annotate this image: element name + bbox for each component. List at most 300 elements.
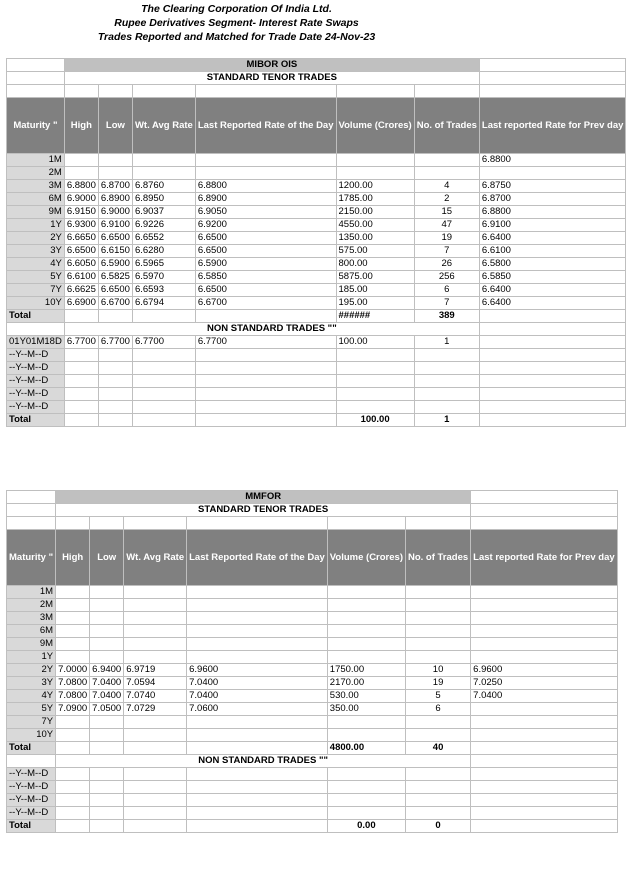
value-cell[interactable] bbox=[195, 388, 336, 401]
value-cell[interactable] bbox=[132, 362, 195, 375]
column-header[interactable]: Volume (Crores) bbox=[327, 530, 405, 586]
column-header[interactable]: Low bbox=[90, 530, 124, 586]
value-cell[interactable]: 6.8800 bbox=[195, 180, 336, 193]
maturity-cell[interactable]: 1Y bbox=[7, 651, 56, 664]
column-header[interactable]: Wt. Avg Rate bbox=[124, 530, 187, 586]
value-cell[interactable]: 7.0800 bbox=[56, 690, 90, 703]
value-cell[interactable] bbox=[64, 362, 98, 375]
value-cell[interactable]: 19 bbox=[405, 677, 470, 690]
maturity-cell[interactable]: 9M bbox=[7, 206, 65, 219]
column-header[interactable]: Last Reported Rate of the Day bbox=[195, 98, 336, 154]
maturity-cell[interactable]: 10Y bbox=[7, 729, 56, 742]
value-cell[interactable]: 6.9200 bbox=[195, 219, 336, 232]
total-label[interactable]: Total bbox=[7, 742, 56, 755]
maturity-cell[interactable]: 7Y bbox=[7, 284, 65, 297]
value-cell[interactable]: 6.8950 bbox=[132, 193, 195, 206]
value-cell[interactable]: 2150.00 bbox=[336, 206, 414, 219]
value-cell[interactable]: 6.5970 bbox=[132, 271, 195, 284]
value-cell[interactable]: 7.0400 bbox=[187, 690, 328, 703]
value-cell[interactable] bbox=[336, 154, 414, 167]
value-cell[interactable] bbox=[187, 586, 328, 599]
value-cell[interactable]: 6.8900 bbox=[195, 193, 336, 206]
total-volume[interactable]: 4800.00 bbox=[327, 742, 405, 755]
standard-tenor-title[interactable]: STANDARD TENOR TRADES bbox=[64, 72, 479, 85]
value-cell[interactable]: 6.6500 bbox=[98, 284, 132, 297]
value-cell[interactable] bbox=[414, 349, 479, 362]
cell[interactable] bbox=[471, 755, 618, 768]
maturity-cell[interactable]: 2Y bbox=[7, 232, 65, 245]
value-cell[interactable]: 7.0400 bbox=[90, 690, 124, 703]
value-cell[interactable]: 1 bbox=[414, 336, 479, 349]
value-cell[interactable]: 6.8700 bbox=[98, 180, 132, 193]
column-header[interactable]: High bbox=[64, 98, 98, 154]
value-cell[interactable]: 7 bbox=[414, 297, 479, 310]
value-cell[interactable]: 6.6700 bbox=[98, 297, 132, 310]
value-cell[interactable] bbox=[405, 599, 470, 612]
column-header[interactable]: No. of Trades bbox=[405, 530, 470, 586]
value-cell[interactable]: 6.7700 bbox=[195, 336, 336, 349]
value-cell[interactable] bbox=[90, 625, 124, 638]
value-cell[interactable]: 6.6700 bbox=[195, 297, 336, 310]
value-cell[interactable] bbox=[414, 388, 479, 401]
value-cell[interactable]: 1200.00 bbox=[336, 180, 414, 193]
cell[interactable] bbox=[187, 517, 328, 530]
value-cell[interactable]: 6.5825 bbox=[98, 271, 132, 284]
value-cell[interactable]: 6.5900 bbox=[98, 258, 132, 271]
value-cell[interactable] bbox=[56, 729, 90, 742]
cell[interactable] bbox=[336, 85, 414, 98]
value-cell[interactable]: 6.8900 bbox=[98, 193, 132, 206]
value-cell[interactable]: 19 bbox=[414, 232, 479, 245]
value-cell[interactable] bbox=[327, 599, 405, 612]
value-cell[interactable] bbox=[56, 638, 90, 651]
value-cell[interactable]: 6.9600 bbox=[187, 664, 328, 677]
value-cell[interactable] bbox=[124, 768, 187, 781]
column-header[interactable]: Wt. Avg Rate bbox=[132, 98, 195, 154]
value-cell[interactable] bbox=[64, 154, 98, 167]
maturity-cell[interactable]: 4Y bbox=[7, 258, 65, 271]
cell[interactable] bbox=[98, 85, 132, 98]
value-cell[interactable]: 6.8700 bbox=[479, 193, 626, 206]
value-cell[interactable]: 15 bbox=[414, 206, 479, 219]
value-cell[interactable] bbox=[187, 638, 328, 651]
maturity-cell[interactable]: 3M bbox=[7, 612, 56, 625]
value-cell[interactable] bbox=[187, 599, 328, 612]
value-cell[interactable] bbox=[187, 612, 328, 625]
value-cell[interactable] bbox=[405, 781, 470, 794]
value-cell[interactable] bbox=[56, 716, 90, 729]
value-cell[interactable]: 6 bbox=[414, 284, 479, 297]
value-cell[interactable]: 350.00 bbox=[327, 703, 405, 716]
column-header[interactable]: Last Reported Rate of the Day bbox=[187, 530, 328, 586]
value-cell[interactable] bbox=[479, 401, 626, 414]
cell[interactable] bbox=[187, 820, 328, 833]
value-cell[interactable] bbox=[405, 612, 470, 625]
maturity-cell[interactable]: 3Y bbox=[7, 245, 65, 258]
value-cell[interactable] bbox=[327, 794, 405, 807]
cell[interactable] bbox=[405, 517, 470, 530]
value-cell[interactable] bbox=[327, 807, 405, 820]
maturity-cell[interactable]: --Y--M--D bbox=[7, 781, 56, 794]
maturity-cell[interactable]: 3M bbox=[7, 180, 65, 193]
cell[interactable] bbox=[471, 820, 618, 833]
value-cell[interactable]: 6.5800 bbox=[479, 258, 626, 271]
maturity-cell[interactable]: 2M bbox=[7, 599, 56, 612]
value-cell[interactable]: 6.9100 bbox=[98, 219, 132, 232]
value-cell[interactable] bbox=[471, 716, 618, 729]
maturity-cell[interactable]: 2Y bbox=[7, 664, 56, 677]
value-cell[interactable]: 7.0600 bbox=[187, 703, 328, 716]
value-cell[interactable] bbox=[405, 716, 470, 729]
column-header[interactable]: Maturity " bbox=[7, 98, 65, 154]
value-cell[interactable] bbox=[479, 362, 626, 375]
value-cell[interactable] bbox=[90, 716, 124, 729]
value-cell[interactable] bbox=[56, 651, 90, 664]
maturity-cell[interactable]: --Y--M--D bbox=[7, 794, 56, 807]
value-cell[interactable]: 4550.00 bbox=[336, 219, 414, 232]
value-cell[interactable]: 6.8800 bbox=[64, 180, 98, 193]
value-cell[interactable] bbox=[90, 768, 124, 781]
value-cell[interactable]: 10 bbox=[405, 664, 470, 677]
value-cell[interactable] bbox=[132, 401, 195, 414]
value-cell[interactable] bbox=[471, 768, 618, 781]
value-cell[interactable]: 6 bbox=[405, 703, 470, 716]
value-cell[interactable] bbox=[98, 154, 132, 167]
column-header[interactable]: No. of Trades bbox=[414, 98, 479, 154]
value-cell[interactable] bbox=[479, 167, 626, 180]
value-cell[interactable]: 6.5850 bbox=[479, 271, 626, 284]
value-cell[interactable] bbox=[132, 375, 195, 388]
value-cell[interactable] bbox=[336, 362, 414, 375]
value-cell[interactable] bbox=[405, 794, 470, 807]
value-cell[interactable] bbox=[64, 349, 98, 362]
cell[interactable] bbox=[124, 742, 187, 755]
value-cell[interactable] bbox=[414, 362, 479, 375]
cell[interactable] bbox=[56, 820, 90, 833]
nonstandard-total-volume[interactable]: 100.00 bbox=[336, 414, 414, 427]
value-cell[interactable]: 6.9226 bbox=[132, 219, 195, 232]
value-cell[interactable]: 6.6150 bbox=[98, 245, 132, 258]
value-cell[interactable] bbox=[124, 612, 187, 625]
value-cell[interactable] bbox=[405, 651, 470, 664]
value-cell[interactable] bbox=[327, 729, 405, 742]
value-cell[interactable] bbox=[132, 349, 195, 362]
value-cell[interactable] bbox=[90, 794, 124, 807]
value-cell[interactable]: 7.0250 bbox=[471, 677, 618, 690]
value-cell[interactable]: 6.6100 bbox=[64, 271, 98, 284]
value-cell[interactable] bbox=[56, 599, 90, 612]
value-cell[interactable] bbox=[64, 388, 98, 401]
value-cell[interactable]: 530.00 bbox=[327, 690, 405, 703]
value-cell[interactable] bbox=[405, 807, 470, 820]
value-cell[interactable]: 6.9050 bbox=[195, 206, 336, 219]
value-cell[interactable]: 6.6500 bbox=[195, 245, 336, 258]
total-trades[interactable]: 40 bbox=[405, 742, 470, 755]
maturity-cell[interactable]: --Y--M--D bbox=[7, 349, 65, 362]
value-cell[interactable] bbox=[471, 625, 618, 638]
value-cell[interactable]: 6.6625 bbox=[64, 284, 98, 297]
value-cell[interactable]: 1350.00 bbox=[336, 232, 414, 245]
value-cell[interactable] bbox=[90, 612, 124, 625]
value-cell[interactable]: 6.5965 bbox=[132, 258, 195, 271]
value-cell[interactable] bbox=[414, 167, 479, 180]
value-cell[interactable]: 6.7700 bbox=[98, 336, 132, 349]
value-cell[interactable] bbox=[98, 375, 132, 388]
total-volume[interactable]: ###### bbox=[336, 310, 414, 323]
cell[interactable] bbox=[479, 72, 626, 85]
value-cell[interactable] bbox=[90, 729, 124, 742]
value-cell[interactable]: 6.9600 bbox=[471, 664, 618, 677]
value-cell[interactable] bbox=[90, 807, 124, 820]
maturity-cell[interactable]: 1M bbox=[7, 154, 65, 167]
value-cell[interactable] bbox=[195, 349, 336, 362]
maturity-cell[interactable]: 3Y bbox=[7, 677, 56, 690]
cell[interactable] bbox=[132, 85, 195, 98]
value-cell[interactable]: 6.7700 bbox=[132, 336, 195, 349]
value-cell[interactable] bbox=[90, 651, 124, 664]
column-header[interactable]: High bbox=[56, 530, 90, 586]
cell[interactable] bbox=[7, 491, 56, 504]
value-cell[interactable]: 6.8750 bbox=[479, 180, 626, 193]
value-cell[interactable]: 6.6400 bbox=[479, 284, 626, 297]
mmfor-section-title[interactable]: MMFOR bbox=[56, 491, 471, 504]
value-cell[interactable] bbox=[327, 716, 405, 729]
standard-tenor-title[interactable]: STANDARD TENOR TRADES bbox=[56, 504, 471, 517]
maturity-cell[interactable]: 10Y bbox=[7, 297, 65, 310]
cell[interactable] bbox=[471, 517, 618, 530]
value-cell[interactable]: 7.0400 bbox=[90, 677, 124, 690]
value-cell[interactable]: 7.0900 bbox=[56, 703, 90, 716]
value-cell[interactable] bbox=[195, 375, 336, 388]
value-cell[interactable] bbox=[187, 794, 328, 807]
nonstandard-trades-title[interactable]: NON STANDARD TRADES "" bbox=[56, 755, 471, 768]
cell[interactable] bbox=[7, 517, 56, 530]
value-cell[interactable] bbox=[187, 651, 328, 664]
value-cell[interactable] bbox=[471, 586, 618, 599]
value-cell[interactable]: 800.00 bbox=[336, 258, 414, 271]
value-cell[interactable] bbox=[64, 167, 98, 180]
nonstandard-total-volume[interactable]: 0.00 bbox=[327, 820, 405, 833]
value-cell[interactable]: 6.6500 bbox=[195, 284, 336, 297]
cell[interactable] bbox=[471, 742, 618, 755]
value-cell[interactable]: 6.7700 bbox=[64, 336, 98, 349]
cell[interactable] bbox=[195, 85, 336, 98]
maturity-cell[interactable]: 4Y bbox=[7, 690, 56, 703]
value-cell[interactable]: 6.9719 bbox=[124, 664, 187, 677]
value-cell[interactable]: 2 bbox=[414, 193, 479, 206]
cell[interactable] bbox=[124, 820, 187, 833]
nonstandard-trades-title[interactable]: NON STANDARD TRADES "" bbox=[64, 323, 479, 336]
cell[interactable] bbox=[471, 491, 618, 504]
value-cell[interactable] bbox=[414, 154, 479, 167]
value-cell[interactable] bbox=[132, 167, 195, 180]
value-cell[interactable]: 6.8760 bbox=[132, 180, 195, 193]
cell[interactable] bbox=[64, 414, 98, 427]
value-cell[interactable] bbox=[336, 388, 414, 401]
cell[interactable] bbox=[7, 755, 56, 768]
value-cell[interactable]: 6.9400 bbox=[90, 664, 124, 677]
value-cell[interactable]: 6.6500 bbox=[195, 232, 336, 245]
value-cell[interactable] bbox=[327, 638, 405, 651]
maturity-cell[interactable]: --Y--M--D bbox=[7, 401, 65, 414]
value-cell[interactable] bbox=[187, 807, 328, 820]
value-cell[interactable] bbox=[195, 401, 336, 414]
value-cell[interactable] bbox=[124, 651, 187, 664]
value-cell[interactable] bbox=[90, 638, 124, 651]
value-cell[interactable] bbox=[98, 349, 132, 362]
value-cell[interactable]: 6.9300 bbox=[64, 219, 98, 232]
value-cell[interactable] bbox=[98, 362, 132, 375]
value-cell[interactable]: 1750.00 bbox=[327, 664, 405, 677]
value-cell[interactable] bbox=[187, 729, 328, 742]
value-cell[interactable] bbox=[124, 716, 187, 729]
cell[interactable] bbox=[327, 517, 405, 530]
value-cell[interactable]: 4 bbox=[414, 180, 479, 193]
cell[interactable] bbox=[479, 85, 626, 98]
maturity-cell[interactable]: 01Y01M18D bbox=[7, 336, 65, 349]
value-cell[interactable] bbox=[187, 781, 328, 794]
value-cell[interactable] bbox=[64, 375, 98, 388]
cell[interactable] bbox=[90, 742, 124, 755]
maturity-cell[interactable]: 1Y bbox=[7, 219, 65, 232]
value-cell[interactable] bbox=[56, 586, 90, 599]
cell[interactable] bbox=[90, 517, 124, 530]
value-cell[interactable]: 6.6552 bbox=[132, 232, 195, 245]
maturity-cell[interactable]: 1M bbox=[7, 586, 56, 599]
value-cell[interactable] bbox=[124, 729, 187, 742]
value-cell[interactable] bbox=[195, 167, 336, 180]
maturity-cell[interactable]: --Y--M--D bbox=[7, 807, 56, 820]
total-label[interactable]: Total bbox=[7, 310, 65, 323]
value-cell[interactable]: 6.6400 bbox=[479, 232, 626, 245]
value-cell[interactable] bbox=[479, 388, 626, 401]
value-cell[interactable] bbox=[471, 703, 618, 716]
value-cell[interactable]: 6.8800 bbox=[479, 154, 626, 167]
nonstandard-total-trades[interactable]: 1 bbox=[414, 414, 479, 427]
cell[interactable] bbox=[479, 414, 626, 427]
value-cell[interactable]: 6.9100 bbox=[479, 219, 626, 232]
value-cell[interactable] bbox=[414, 401, 479, 414]
value-cell[interactable] bbox=[90, 586, 124, 599]
value-cell[interactable]: 6.8800 bbox=[479, 206, 626, 219]
value-cell[interactable] bbox=[56, 794, 90, 807]
value-cell[interactable] bbox=[336, 375, 414, 388]
value-cell[interactable]: 6.6900 bbox=[64, 297, 98, 310]
maturity-cell[interactable]: --Y--M--D bbox=[7, 375, 65, 388]
value-cell[interactable] bbox=[405, 625, 470, 638]
value-cell[interactable]: 6.9037 bbox=[132, 206, 195, 219]
maturity-cell[interactable]: 6M bbox=[7, 193, 65, 206]
value-cell[interactable] bbox=[56, 625, 90, 638]
maturity-cell[interactable]: --Y--M--D bbox=[7, 362, 65, 375]
value-cell[interactable] bbox=[56, 807, 90, 820]
value-cell[interactable] bbox=[56, 781, 90, 794]
value-cell[interactable]: 6.6280 bbox=[132, 245, 195, 258]
cell[interactable] bbox=[98, 414, 132, 427]
cell[interactable] bbox=[7, 85, 65, 98]
cell[interactable] bbox=[7, 323, 65, 336]
maturity-cell[interactable]: 7Y bbox=[7, 716, 56, 729]
value-cell[interactable] bbox=[471, 651, 618, 664]
cell[interactable] bbox=[98, 310, 132, 323]
value-cell[interactable]: 7.0400 bbox=[187, 677, 328, 690]
value-cell[interactable] bbox=[405, 768, 470, 781]
value-cell[interactable] bbox=[336, 349, 414, 362]
maturity-cell[interactable]: 9M bbox=[7, 638, 56, 651]
cell[interactable] bbox=[7, 72, 65, 85]
maturity-cell[interactable]: 5Y bbox=[7, 271, 65, 284]
value-cell[interactable] bbox=[479, 349, 626, 362]
value-cell[interactable]: 185.00 bbox=[336, 284, 414, 297]
cell[interactable] bbox=[7, 59, 65, 72]
value-cell[interactable]: 6.6593 bbox=[132, 284, 195, 297]
value-cell[interactable]: 195.00 bbox=[336, 297, 414, 310]
value-cell[interactable]: 2170.00 bbox=[327, 677, 405, 690]
value-cell[interactable] bbox=[405, 729, 470, 742]
value-cell[interactable] bbox=[327, 651, 405, 664]
value-cell[interactable] bbox=[90, 599, 124, 612]
cell[interactable] bbox=[479, 59, 626, 72]
column-header[interactable]: Low bbox=[98, 98, 132, 154]
value-cell[interactable] bbox=[336, 401, 414, 414]
value-cell[interactable] bbox=[471, 638, 618, 651]
value-cell[interactable] bbox=[124, 781, 187, 794]
total-label[interactable]: Total bbox=[7, 414, 65, 427]
maturity-cell[interactable]: --Y--M--D bbox=[7, 388, 65, 401]
cell[interactable] bbox=[132, 414, 195, 427]
column-header[interactable]: Maturity " bbox=[7, 530, 56, 586]
column-header[interactable]: Last reported Rate for Prev day bbox=[471, 530, 618, 586]
cell[interactable] bbox=[195, 310, 336, 323]
value-cell[interactable]: 5875.00 bbox=[336, 271, 414, 284]
value-cell[interactable] bbox=[471, 729, 618, 742]
value-cell[interactable]: 7.0594 bbox=[124, 677, 187, 690]
value-cell[interactable]: 26 bbox=[414, 258, 479, 271]
value-cell[interactable] bbox=[471, 794, 618, 807]
value-cell[interactable] bbox=[187, 768, 328, 781]
value-cell[interactable]: 6.6650 bbox=[64, 232, 98, 245]
value-cell[interactable] bbox=[56, 612, 90, 625]
value-cell[interactable]: 7.0729 bbox=[124, 703, 187, 716]
value-cell[interactable]: 6.9000 bbox=[98, 206, 132, 219]
value-cell[interactable] bbox=[327, 612, 405, 625]
value-cell[interactable] bbox=[187, 625, 328, 638]
value-cell[interactable] bbox=[124, 586, 187, 599]
value-cell[interactable]: 7.0800 bbox=[56, 677, 90, 690]
value-cell[interactable]: 6.9150 bbox=[64, 206, 98, 219]
cell[interactable] bbox=[124, 517, 187, 530]
value-cell[interactable] bbox=[56, 768, 90, 781]
value-cell[interactable] bbox=[98, 388, 132, 401]
cell[interactable] bbox=[471, 504, 618, 517]
value-cell[interactable] bbox=[405, 586, 470, 599]
maturity-cell[interactable]: --Y--M--D bbox=[7, 768, 56, 781]
value-cell[interactable] bbox=[471, 599, 618, 612]
value-cell[interactable] bbox=[414, 375, 479, 388]
cell[interactable] bbox=[64, 310, 98, 323]
cell[interactable] bbox=[195, 414, 336, 427]
value-cell[interactable] bbox=[327, 586, 405, 599]
value-cell[interactable] bbox=[471, 807, 618, 820]
value-cell[interactable]: 6.6500 bbox=[98, 232, 132, 245]
value-cell[interactable]: 47 bbox=[414, 219, 479, 232]
cell[interactable] bbox=[90, 820, 124, 833]
cell[interactable] bbox=[479, 310, 626, 323]
nonstandard-total-trades[interactable]: 0 bbox=[405, 820, 470, 833]
value-cell[interactable] bbox=[98, 167, 132, 180]
value-cell[interactable] bbox=[195, 362, 336, 375]
value-cell[interactable]: 256 bbox=[414, 271, 479, 284]
